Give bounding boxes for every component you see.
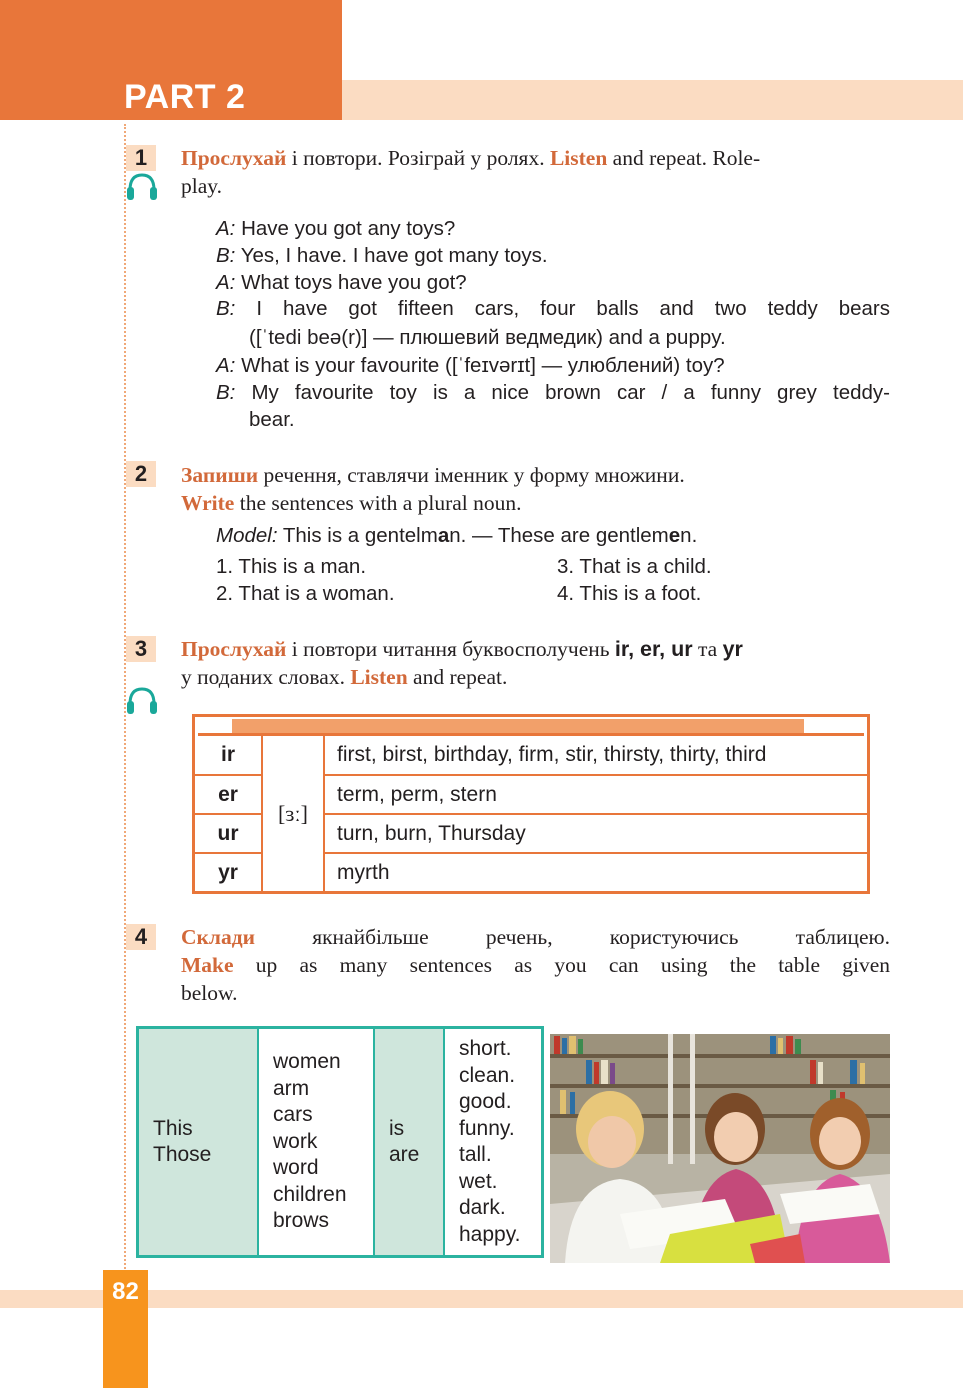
instr-highlight: Прослухай: [181, 146, 287, 170]
instr-text: і повтори. Розіграй у ролях.: [286, 146, 550, 170]
sentence-table: [136, 1026, 544, 1258]
instr-highlight: Listen: [350, 665, 408, 689]
instr-text: and repeat. Role-: [607, 146, 761, 170]
instr-highlight: Склади: [181, 925, 255, 949]
table-divider: [323, 733, 325, 891]
table-word: cars: [273, 1103, 313, 1127]
letters-cell: ur: [217, 821, 239, 845]
instr-text: play.: [181, 174, 222, 198]
noun-column: [259, 1029, 375, 1255]
headphones-icon: [125, 686, 159, 716]
table-word: women: [273, 1050, 341, 1074]
list-item: 3. That is a child.: [557, 555, 712, 578]
model-text: n. — These are gentlem: [449, 524, 669, 547]
dialogue-text: ([ˈtedi beə(r)] — плюшевий ведмедик) and a puppy.: [249, 326, 726, 349]
exercise-4-number: 4: [126, 924, 156, 950]
instr-text: у поданих словах.: [181, 665, 351, 689]
page-number: 82: [112, 1278, 139, 1305]
table-header-fill: [232, 719, 804, 733]
exercise-1-instruction: [181, 144, 891, 200]
dialogue-line: [249, 406, 295, 433]
words-cell: term, perm, stern: [337, 782, 497, 806]
dialogue-text: What is your favourite ([ˈfeɪvərɪt] — улюблений) toy?: [235, 354, 725, 377]
dialogue-text: I have got fifteen cars, four balls and two teddy bears: [235, 297, 890, 320]
table-word: work: [273, 1129, 318, 1153]
exercise-3-instruction: [181, 635, 896, 691]
model-text: n.: [680, 524, 698, 547]
dialogue-text: bear.: [249, 408, 295, 431]
speaker: B:: [216, 244, 236, 267]
dialogue-line: [249, 324, 726, 351]
instr-text: і повтори читання буквосполучень: [286, 637, 615, 661]
model-bold: e: [668, 524, 681, 547]
verb-column: [375, 1029, 445, 1255]
list-item: 1. This is a man.: [216, 555, 367, 578]
exercise-1-number: 1: [126, 145, 156, 171]
part-title: PART 2: [124, 78, 246, 116]
speaker: B:: [216, 297, 236, 320]
list-item: 2. That is a woman.: [216, 582, 395, 605]
instr-text: та: [692, 637, 723, 661]
table-word: is: [389, 1116, 405, 1140]
exercise-4-instruction: [181, 923, 890, 1007]
table-word: wet.: [459, 1169, 498, 1193]
instr-text: речення, ставлячи іменник у форму множини.: [258, 463, 685, 487]
speaker: B:: [216, 381, 236, 404]
table-word: short.: [459, 1037, 512, 1060]
speaker: A:: [216, 354, 236, 377]
letters-cell: er: [218, 782, 238, 806]
instr-bold: ir, er, ur: [614, 637, 693, 661]
dialogue-text: What toys have you got?: [235, 271, 467, 294]
table-word: clean.: [459, 1063, 516, 1087]
instr-bold: yr: [722, 637, 743, 661]
headphones-icon: [125, 172, 159, 202]
adjective-column: [445, 1029, 541, 1255]
instr-highlight: Запиши: [181, 463, 259, 487]
table-word: funny.: [459, 1116, 515, 1140]
dialogue-line: [216, 269, 467, 296]
words-cell: first, birst, birthday, firm, stir, thirsty, thirty, third: [337, 743, 767, 766]
letters-cell: yr: [218, 860, 238, 884]
table-word: children: [273, 1182, 347, 1206]
model-sentence: [216, 522, 697, 549]
model-label: Model:: [216, 524, 278, 547]
table-word: happy.: [459, 1222, 521, 1246]
exercise-2-number: 2: [126, 461, 156, 487]
table-word: This: [153, 1116, 193, 1140]
instr-highlight: Make: [181, 953, 234, 977]
subject-column: [139, 1029, 259, 1255]
list-item: 4. This is a foot.: [557, 582, 702, 605]
dialogue-text: My favourite toy is a nice brown car / a funny grey teddy-: [235, 381, 890, 404]
instr-text: the sentences with a plural noun.: [234, 491, 522, 515]
instr-highlight: Listen: [549, 146, 608, 170]
dialogue-line: [216, 295, 890, 322]
table-word: word: [273, 1156, 319, 1180]
table-word: arm: [273, 1076, 310, 1100]
dialogue-line: [216, 379, 890, 406]
instr-text: and repeat.: [407, 665, 508, 689]
children-studying-photo: [550, 1034, 890, 1263]
model-bold: a: [437, 524, 450, 547]
table-word: tall.: [459, 1143, 492, 1166]
table-word: good.: [459, 1090, 512, 1113]
exercise-2-instruction: [181, 461, 891, 517]
words-cell: myrth: [337, 860, 390, 884]
exercise-3-number: 3: [126, 636, 156, 662]
dialogue-line: [216, 215, 455, 242]
dialogue-text: Have you got any toys?: [235, 217, 456, 240]
table-word: brows: [273, 1209, 330, 1233]
table-word: dark.: [459, 1196, 506, 1219]
table-word: are: [389, 1143, 420, 1166]
letters-cell: ir: [220, 743, 235, 766]
instr-highlight: Write: [181, 491, 235, 515]
header-band: [342, 80, 963, 120]
dialogue-line: [216, 352, 725, 379]
model-text: This is a gentelm: [277, 524, 438, 547]
speaker: A:: [216, 217, 236, 240]
sound-cell: [ɜː]: [277, 800, 308, 826]
instr-text: up as many sentences as you can using the table given: [233, 953, 890, 977]
instr-highlight: Прослухай: [181, 637, 287, 661]
dialogue-text: Yes, I have. I have got many toys.: [235, 244, 548, 267]
dialogue-line: [216, 242, 548, 269]
instr-text: below.: [181, 981, 238, 1005]
words-cell: turn, burn, Thursday: [337, 821, 526, 845]
speaker: A:: [216, 271, 236, 294]
instr-text: якнайбільше речень, користуючись таблицею.: [255, 925, 890, 949]
table-word: Those: [153, 1143, 212, 1166]
